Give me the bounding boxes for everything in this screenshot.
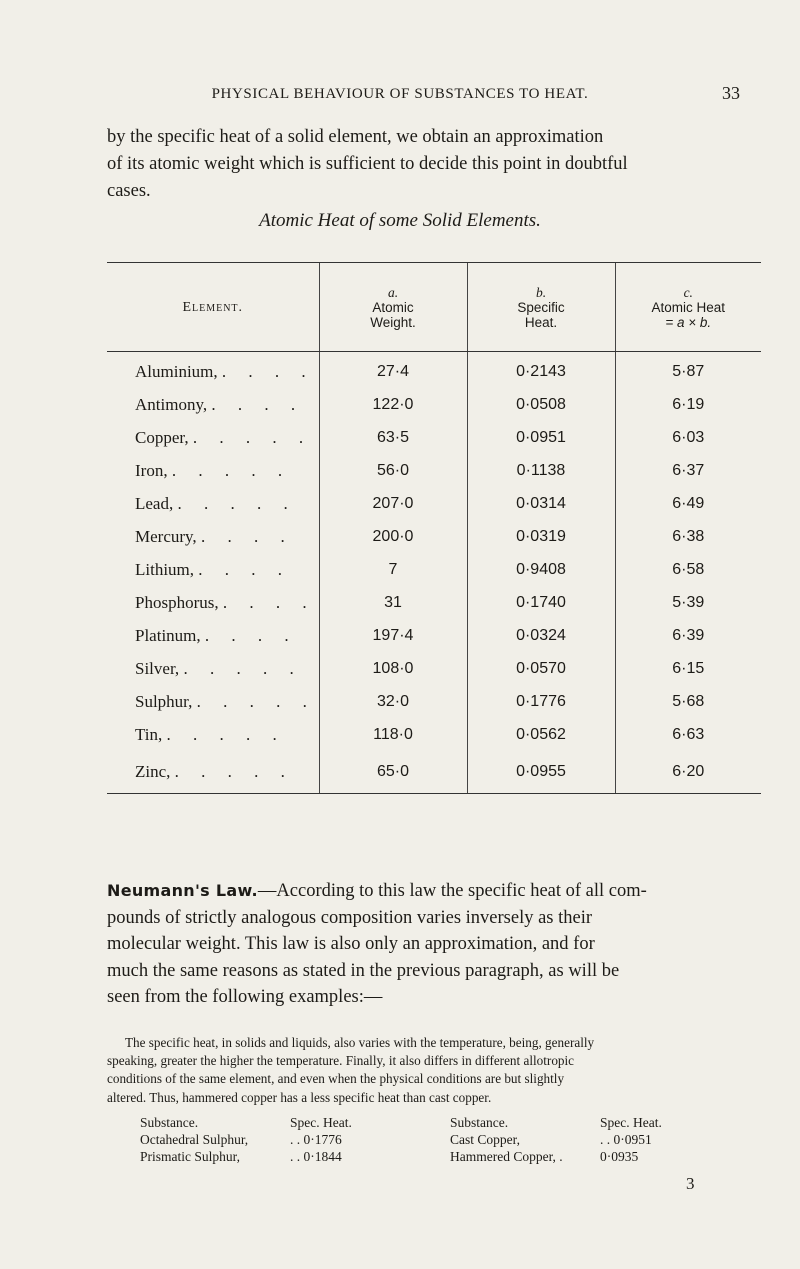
atomic-heat-cell: 6·49 [615, 487, 761, 520]
running-head [0, 83, 800, 110]
table-row [107, 619, 761, 652]
examples-header: Spec. Heat. [290, 1115, 352, 1130]
atomic-heat-cell: 6·15 [615, 652, 761, 685]
table-row [107, 352, 761, 389]
table-row [107, 553, 761, 586]
table-row [107, 586, 761, 619]
specific-heat-cell: 0·1138 [467, 454, 615, 487]
table-row [107, 520, 761, 553]
element-name-cell: Mercury, . . . . [135, 526, 294, 546]
examples-row [140, 1148, 760, 1165]
specific-heat-cell: 0·1740 [467, 586, 615, 619]
specific-heat-cell: 0·9408 [467, 553, 615, 586]
neumann-line: seen from the following examples:— [107, 987, 383, 1007]
examples-row [140, 1131, 760, 1148]
examples-cell: Prismatic Sulphur, [140, 1149, 240, 1164]
element-name-cell: Zinc, . . . . . [107, 751, 319, 794]
atomic-heat-cell: 6·37 [615, 454, 761, 487]
atomic-heat-column-header: c. Atomic Heat = a × b. [615, 263, 761, 352]
table-row [107, 454, 761, 487]
specific-heat-cell: 0·2143 [467, 352, 615, 389]
atomic-weight-cell: 108·0 [319, 652, 467, 685]
element-name-cell: Sulphur, . . . . . [135, 691, 316, 711]
table-row [107, 718, 761, 751]
footnote-line: speaking, greater the higher the temperature. Finally, it also differs in different allotropic [107, 1053, 575, 1069]
element-name-cell: Antimony, . . . . [135, 394, 305, 414]
table-body [107, 352, 761, 794]
element-name-cell: Phosphorus, . . . . [135, 592, 316, 612]
examples-header: Substance. [140, 1115, 199, 1130]
intro-line: by the specific heat of a solid element, we obtain an approximation [107, 127, 604, 147]
atomic-heat-cell: 5·87 [615, 352, 761, 389]
table-row [107, 421, 761, 454]
examples-header: Substance. [450, 1115, 509, 1130]
examples-cell: . . 0·1776 [290, 1132, 342, 1147]
intro-paragraph [107, 124, 753, 205]
footnote-line: altered. Thus, hammered copper has a less specific heat than cast copper. [107, 1089, 492, 1105]
atomic-weight-cell: 207·0 [319, 487, 467, 520]
table-row [107, 487, 761, 520]
element-name-cell: Tin, . . . . . [135, 724, 286, 744]
page-number: 33 [722, 83, 740, 103]
atomic-weight-cell: 7 [319, 553, 467, 586]
atomic-heat-cell: 6·38 [615, 520, 761, 553]
specific-heat-column-header: b. Specific Heat. [467, 263, 615, 352]
atomic-weight-cell: 27·4 [319, 352, 467, 389]
specific-heat-cell: 0·0951 [467, 421, 615, 454]
examples-table [140, 1114, 760, 1165]
specific-heat-cell: 0·0319 [467, 520, 615, 553]
atomic-heat-cell: 6·39 [615, 619, 761, 652]
neumann-line: molecular weight. This law is also only an approximation, and for [107, 934, 595, 954]
atomic-weight-column-header: a. Atomic Weight. [319, 263, 467, 352]
element-name-cell: Platinum, . . . . [135, 625, 298, 645]
neumann-line: pounds of strictly analogous composition varies inversely as their [107, 907, 593, 928]
table-row [107, 685, 761, 718]
atomic-heat-cell: 6·03 [615, 421, 761, 454]
examples-header: Spec. Heat. [600, 1115, 662, 1130]
footnote-line: conditions of the same element, and even when the physical conditions are but slightly [107, 1071, 565, 1087]
atomic-weight-cell: 32·0 [319, 685, 467, 718]
neumann-line: much the same reasons as stated in the previous paragraph, as will be [107, 960, 620, 981]
table-header-row [107, 263, 761, 352]
neumann-paragraph [107, 878, 755, 1011]
examples-cell: 0·0935 [600, 1149, 639, 1164]
atomic-weight-cell: 56·0 [319, 454, 467, 487]
atomic-weight-cell: 118·0 [319, 718, 467, 751]
signature-mark: 3 [686, 1174, 695, 1193]
specific-heat-cell: 0·0955 [467, 751, 615, 794]
element-name-cell: Aluminium, . . . . [135, 361, 315, 381]
atomic-heat-cell: 5·39 [615, 586, 761, 619]
specific-heat-cell: 0·0570 [467, 652, 615, 685]
element-name-cell: Copper, . . . . . [135, 427, 313, 447]
element-name-cell: Lead, . . . . . [135, 493, 297, 513]
footnote-line: The specific heat, in solids and liquids, also varies with the temperature, being, generally [125, 1035, 595, 1050]
atomic-weight-cell: 65·0 [319, 751, 467, 794]
examples-cell: Hammered Copper, . [450, 1149, 563, 1164]
specific-heat-cell: 0·0324 [467, 619, 615, 652]
table-row [107, 388, 761, 421]
atomic-heat-cell: 6·19 [615, 388, 761, 421]
atomic-heat-cell: 6·63 [615, 718, 761, 751]
examples-header-row [140, 1114, 760, 1131]
atomic-heat-cell: 6·20 [615, 751, 761, 794]
element-column-header: Element. [107, 263, 319, 352]
element-name-cell: Silver, . . . . . [135, 658, 303, 678]
footnote [107, 1034, 755, 1107]
atomic-weight-cell: 63·5 [319, 421, 467, 454]
examples-cell: . . 0·1844 [290, 1149, 342, 1164]
atomic-weight-cell: 200·0 [319, 520, 467, 553]
intro-line: cases. [107, 181, 151, 201]
specific-heat-cell: 0·1776 [467, 685, 615, 718]
running-title: PHYSICAL BEHAVIOUR OF SUBSTANCES TO HEAT. [211, 86, 589, 102]
table-title: Atomic Heat of some Solid Elements. [259, 210, 541, 231]
specific-heat-cell: 0·0314 [467, 487, 615, 520]
table-row [107, 652, 761, 685]
specific-heat-cell: 0·0562 [467, 718, 615, 751]
specific-heat-cell: 0·0508 [467, 388, 615, 421]
atomic-weight-cell: 197·4 [319, 619, 467, 652]
atomic-heat-cell: 5·68 [615, 685, 761, 718]
atomic-heat-cell: 6·58 [615, 553, 761, 586]
atomic-heat-table [107, 262, 761, 794]
examples-cell: Octahedral Sulphur, [140, 1132, 249, 1147]
element-name-cell: Lithium, . . . . [135, 559, 292, 579]
neumann-line: Neumann's Law.—According to this law the specific heat of all com- [107, 881, 647, 901]
element-name-cell: Iron, . . . . . [135, 460, 292, 480]
atomic-weight-cell: 31 [319, 586, 467, 619]
examples-cell: Cast Copper, [450, 1132, 520, 1147]
atomic-weight-cell: 122·0 [319, 388, 467, 421]
examples-cell: . . 0·0951 [600, 1132, 652, 1147]
intro-line: of its atomic weight which is sufficient to decide this point in doubtful [107, 154, 628, 174]
table-row [107, 751, 761, 794]
neumann-heading: Neumann's Law. [107, 881, 258, 900]
